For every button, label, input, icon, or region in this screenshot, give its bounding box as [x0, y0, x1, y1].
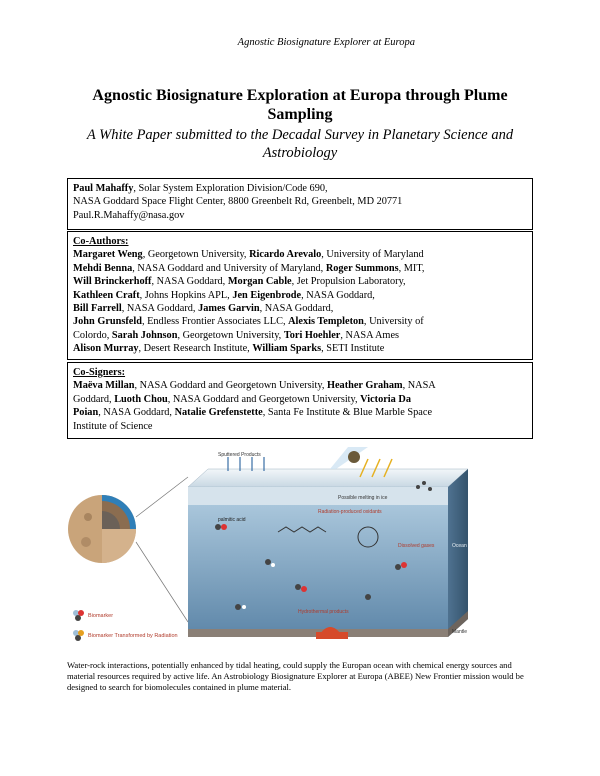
hydrothermal-label: Hydrothermal products: [298, 609, 349, 615]
coauthor-name: Bill Farrell: [73, 303, 122, 315]
cosigner-aff: , NASA Goddard and Georgetown University,: [134, 380, 327, 392]
cosigner-name: Victoria Da: [360, 393, 411, 405]
coauthor-aff: , NASA Goddard and University of Maryland,: [132, 262, 326, 274]
coauthors-line: [73, 342, 527, 355]
coauthor-name: Will Brinckerhoff: [73, 276, 152, 288]
paper-title: Agnostic Biosignature Exploration at Europa through Plume Sampling: [92, 87, 508, 123]
coauthor-aff: , NASA Goddard,: [151, 276, 228, 288]
cosigner-name: Maëva Millan: [73, 380, 135, 392]
palmitic-label: palmitic acid: [218, 517, 246, 523]
legend-transformed: Biomarker Transformed by Radiation: [88, 633, 178, 639]
cosigner-aff: , Santa Fe Institute & Blue Marble Space: [262, 407, 433, 419]
coauthor-name: Kathleen Craft: [73, 289, 140, 301]
coauthor-aff: , NASA Ames: [340, 329, 400, 341]
cosigners-line: [73, 379, 527, 392]
coauthors-line: [73, 248, 527, 261]
cosigners-heading: Co-Signers:: [73, 367, 126, 378]
cosigners-line: [73, 406, 527, 419]
coauthors-heading: Co-Authors:: [73, 236, 129, 247]
coauthor-aff: , Jet Propulsion Laboratory,: [291, 276, 406, 288]
lead-author-name: Paul Mahaffy: [73, 183, 134, 194]
coauthor-aff: , NASA Goddard,: [301, 289, 375, 301]
coauthor-name: Margaret Weng: [73, 249, 143, 261]
cosigner-aff: , NASA Goddard and Georgetown University,: [167, 393, 361, 405]
coauthors-line: [73, 315, 527, 328]
coauthor-name: Sarah Johnson: [111, 329, 178, 341]
coauthor-aff: , University of: [363, 316, 424, 328]
cosigner-aff: Goddard,: [73, 393, 115, 405]
coauthor-name: Alexis Templeton: [288, 316, 364, 328]
coauthors-box: [67, 231, 533, 360]
cosigner-aff: , NASA Goddard,: [98, 407, 175, 419]
coauthor-aff: , NASA Goddard,: [121, 303, 199, 315]
running-header: Agnostic Biosignature Explorer at Europa: [237, 37, 415, 48]
figure-caption: Water-rock interactions, potentially enhanced by tidal heating, could supply the Europan ocean with chemical energy sources and material resources required by active life. An Astrobiology Biosignature Explorer at Europa (ABEE) New Frontier mission would be designed to search for biomolecules contained in plume material.: [67, 660, 524, 692]
cosigners-line: [73, 420, 527, 433]
coauthor-name: William Sparks: [252, 343, 322, 355]
europa-ocean-figure: [68, 447, 530, 657]
coauthor-aff: , University of Maryland: [321, 249, 424, 261]
dissolved-label: Dissolved gases: [398, 543, 435, 549]
coauthors-line: [73, 275, 527, 288]
coauthors-line: [73, 289, 527, 302]
coauthor-aff: , SETI Institute: [321, 343, 385, 355]
coauthors-line: [73, 262, 527, 275]
cosigner-name: Heather Graham: [326, 380, 403, 392]
cosigner-name: Luoth Chou: [114, 393, 168, 405]
coauthor-aff: , Johns Hopkins APL,: [139, 289, 233, 301]
lead-author-line: [73, 182, 527, 195]
europa-globe: [68, 477, 188, 622]
radiolytic-label: Radiation-produced oxidants: [318, 509, 382, 515]
coauthor-name: Morgan Cable: [227, 276, 292, 288]
cosigner-name: Poian: [73, 407, 99, 419]
coauthor-aff: , Endless Frontier Associates LLC,: [141, 316, 289, 328]
coauthor-aff: Colordo,: [73, 329, 112, 341]
lead-author-box: [67, 178, 533, 230]
spacecraft-icon: [348, 451, 360, 463]
sputtered-label: Sputtered Products: [218, 452, 261, 458]
cosigners-line: [73, 393, 527, 406]
figure-legend: [73, 610, 178, 641]
coauthor-name: Jen Eigenbrode: [232, 289, 302, 301]
coauthor-aff: , Desert Research Institute,: [138, 343, 253, 355]
coauthor-aff: , Georgetown University,: [142, 249, 250, 261]
coauthors-line: [73, 302, 527, 315]
mantle-label: Mantle: [452, 629, 468, 635]
coauthor-aff: , NASA Goddard,: [259, 303, 334, 315]
coauthor-name: Tori Hoehler: [283, 329, 341, 341]
coauthors-line: [73, 329, 527, 342]
cosigner-aff: Institute of Science: [73, 420, 153, 432]
coauthor-name: John Grunsfeld: [73, 316, 142, 328]
coauthor-aff: , Georgetown University,: [177, 329, 284, 341]
paper-subtitle: A White Paper submitted to the Decadal Survey in Planetary Science and Astrobiology: [86, 127, 514, 161]
coauthor-name: Roger Summons: [325, 262, 399, 274]
coauthor-aff: , MIT,: [398, 262, 425, 274]
lead-author-email: Paul.R.Mahaffy@nasa.gov: [73, 209, 185, 221]
cosigner-name: Natalie Grefenstette: [174, 407, 263, 419]
cosigners-box: [67, 362, 533, 439]
magmatism-label: Magmatism: [320, 640, 346, 646]
ocean-label: Ocean: [452, 543, 467, 549]
lead-author-affiliation: , Solar System Exploration Division/Code 690,: [133, 183, 328, 194]
figure-illustration: [68, 447, 530, 657]
coauthor-name: Mehdi Benna: [73, 262, 133, 274]
coauthor-name: Alison Murray: [73, 343, 139, 355]
porous-label: Possible melting in ice: [338, 495, 388, 501]
coauthor-name: James Garvin: [198, 303, 260, 315]
lead-author-address: NASA Goddard Space Flight Center, 8800 Greenbelt Rd, Greenbelt, MD 20771: [73, 196, 403, 208]
cosigner-aff: , NASA: [402, 380, 436, 392]
coauthor-name: Ricardo Arevalo: [249, 249, 322, 261]
legend-biomarker: Biomarker: [88, 613, 114, 619]
